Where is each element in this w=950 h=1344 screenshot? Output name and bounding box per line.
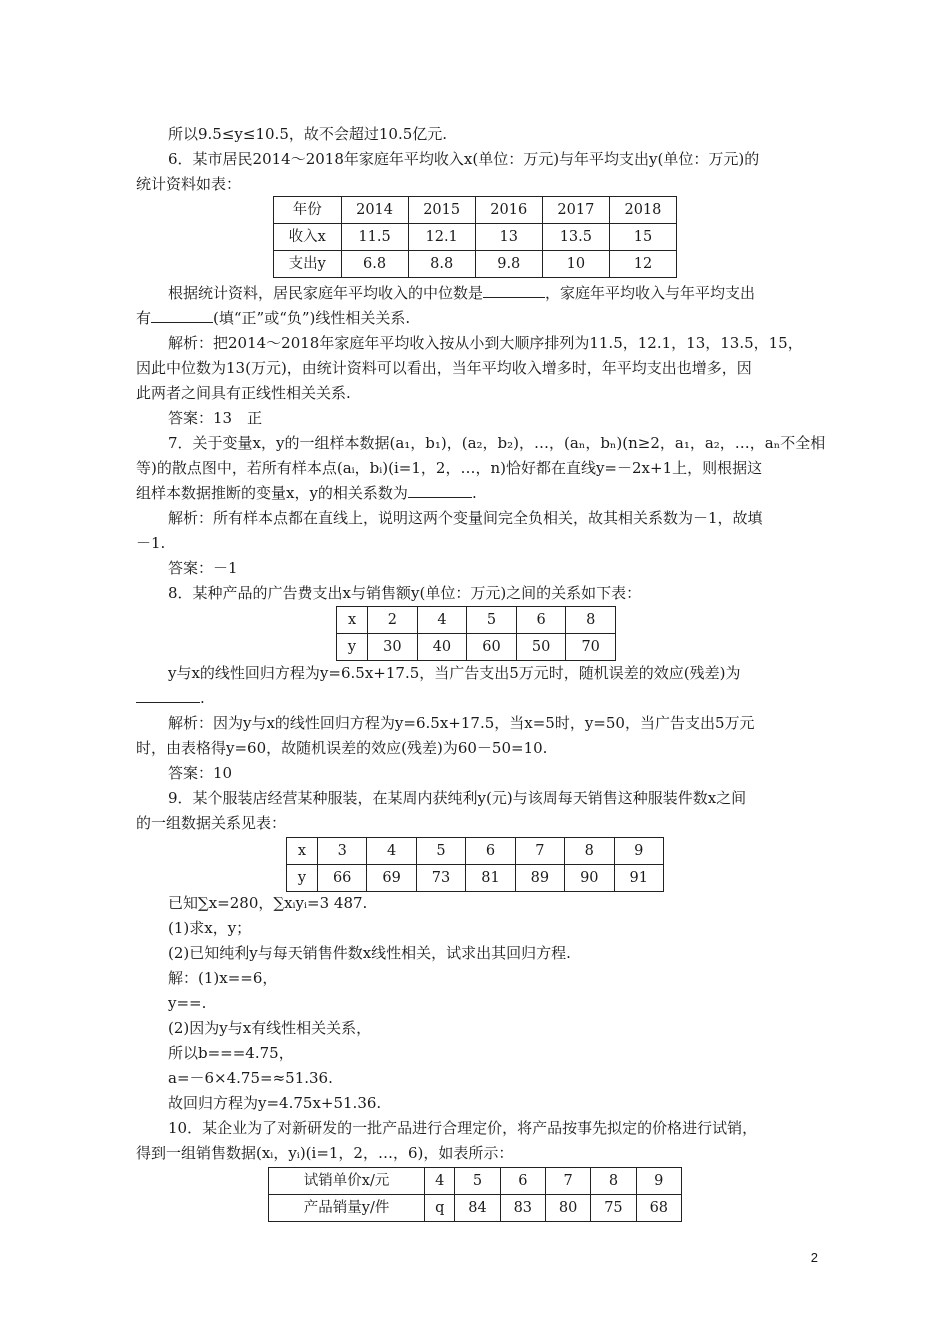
table-cell: 5 [416,838,465,865]
table-cell: 产品销量y/件 [269,1195,425,1222]
text-segment: 根据统计资料，居民家庭年平均收入的中位数是 [168,284,484,302]
question-9-line: (1)求x，y； [168,919,252,937]
question-7-line: 7．关于变量x，y的一组样本数据(a₁，b₁)，(a₂，b₂)，…，(aₙ，bₙ)(n≥2，a₁，a₂，…，aₙ不全相 [168,434,826,452]
table-row [337,607,616,634]
answer-blank [483,297,545,298]
solution-line: a=－6×4.75=≈51.36. [168,1069,333,1087]
question-6-line [168,283,755,303]
table-row [269,1195,682,1222]
table-cell: 68 [636,1195,681,1222]
table-cell: 6.8 [341,251,408,278]
text-segment: . [471,484,477,502]
analysis-line: 解析：把2014～2018年家庭年平均收入按从小到大顺序排列为11.5，12.1，13，13.5，15， [168,334,803,352]
text-line: 所以9.5≤y≤10.5，故不会超过10.5亿元. [168,125,448,143]
table-cell: 3 [317,838,366,865]
table-cell: 收入x [274,224,342,251]
table-cell: 7 [545,1168,590,1195]
question-9-line: 的一组数据关系见表： [136,814,287,832]
analysis-line: 因此中位数为13(万元)，由统计资料可以看出，当年平均收入增多时，年平均支出也增多，因 [136,359,752,377]
analysis-line: 解析：所有样本点都在直线上，说明这两个变量间完全负相关，故其相关系数为－1，故填 [168,509,763,527]
table-cell: 66 [317,865,366,892]
table-cell: 75 [591,1195,636,1222]
table-row [287,865,664,892]
solution-line: 故回归方程为y=4.75x+51.36. [168,1094,382,1112]
table-q9 [286,837,664,892]
text-segment: 组样本数据推断的变量x，y的相关系数为 [136,484,408,502]
table-cell: 9 [636,1168,681,1195]
text-segment: (填“正”或“负”)线性相关关系. [213,309,411,327]
question-7-line [136,483,477,503]
table-cell: 13.5 [542,224,609,251]
table-cell: 2018 [609,197,676,224]
table-cell: 4 [425,1168,455,1195]
table-cell: 12.1 [408,224,475,251]
table-cell: 13 [475,224,542,251]
table-cell: 6 [500,1168,545,1195]
analysis-line: －1. [136,534,166,552]
question-9-line: 9．某个服装店经营某种服装，在某周内获纯利y(元)与该周每天销售这种服装件数x之间 [168,789,747,807]
table-cell: 83 [500,1195,545,1222]
answer-line: 答案：13 正 [168,409,263,427]
table-cell: 支出y [274,251,342,278]
table-cell: 12 [609,251,676,278]
table-cell: 10 [542,251,609,278]
table-cell: 试销单价x/元 [269,1168,425,1195]
table-cell: 2017 [542,197,609,224]
table-cell: 89 [515,865,564,892]
table-q8 [336,606,616,661]
table-cell: 8 [591,1168,636,1195]
solution-line: y==. [168,994,207,1012]
analysis-line: 此两者之间具有正线性相关关系. [136,384,351,402]
table-cell: y [287,865,318,892]
table-cell: 73 [416,865,465,892]
question-9-line: (2)已知纯利y与每天销售件数x线性相关，试求出其回归方程. [168,944,571,962]
table-cell: y [337,634,368,661]
table-cell: x [337,607,368,634]
text-segment: 有 [136,309,152,327]
table-cell: 15 [609,224,676,251]
table-row [337,634,616,661]
table-q6 [273,196,677,278]
table-cell: 2014 [341,197,408,224]
table-cell: 8.8 [408,251,475,278]
table-cell: 30 [368,634,418,661]
answer-blank [408,497,472,498]
table-cell: 69 [367,865,416,892]
question-8-line: 8．某种产品的广告费支出x与销售额y(单位：万元)之间的关系如下表： [168,584,642,602]
answer-line: 答案：10 [168,764,233,782]
question-8-line [136,688,205,708]
table-cell: 84 [455,1195,500,1222]
table-cell: x [287,838,318,865]
question-10-line: 10．某企业为了对新研发的一批产品进行合理定价，将产品按事先拟定的价格进行试销， [168,1119,758,1137]
question-7-line: 等)的散点图中，若所有样本点(aᵢ，bᵢ)(i=1，2，…，n)恰好都在直线y=－2x+1上，则根据这 [136,459,763,477]
solution-line: 解：(1)x==6， [168,969,278,987]
table-cell: 81 [466,865,515,892]
table-cell: 8 [565,838,614,865]
table-cell: 9 [614,838,664,865]
text-segment: . [200,689,205,707]
table-cell: 年份 [274,197,342,224]
table-cell: 60 [467,634,517,661]
table-cell: 5 [455,1168,500,1195]
page-number: 2 [810,1250,818,1265]
table-cell: 5 [467,607,517,634]
table-cell: 40 [417,634,467,661]
text-segment: ，家庭年平均收入与年平均支出 [545,284,756,302]
table-row [287,838,664,865]
table-cell: 7 [515,838,564,865]
table-row [274,224,677,251]
solution-line: (2)因为y与x有线性相关关系， [168,1019,372,1037]
answer-line: 答案：－1 [168,559,238,577]
table-cell: 2 [368,607,418,634]
table-cell: 90 [565,865,614,892]
question-8-line: y与x的线性回归方程为y=6.5x+17.5，当广告支出5万元时，随机误差的效应(残差)为 [168,664,741,682]
table-row [274,197,677,224]
table-cell: 2015 [408,197,475,224]
analysis-line: 时，由表格得y=60，故随机误差的效应(残差)为60－50=10. [136,739,548,757]
table-cell: 2016 [475,197,542,224]
answer-blank [136,702,200,703]
answer-blank [151,322,213,323]
table-cell: q [425,1195,455,1222]
table-cell: 70 [566,634,616,661]
table-cell: 8 [566,607,616,634]
table-row [274,251,677,278]
table-cell: 4 [417,607,467,634]
question-6-line [136,308,410,328]
table-q10 [268,1167,682,1222]
table-cell: 6 [516,607,566,634]
table-cell: 4 [367,838,416,865]
table-cell: 11.5 [341,224,408,251]
table-cell: 9.8 [475,251,542,278]
question-9-line: 已知∑x=280，∑xᵢyᵢ=3 487. [168,894,368,912]
question-10-line: 得到一组销售数据(xᵢ，yᵢ)(i=1，2，…，6)，如表所示： [136,1144,514,1162]
question-6-line: 6．某市居民2014～2018年家庭年平均收入x(单位：万元)与年平均支出y(单位：万元)的 [168,150,760,168]
solution-line: 所以b===4.75， [168,1044,294,1062]
table-cell: 50 [516,634,566,661]
table-cell: 80 [545,1195,590,1222]
question-6-line: 统计资料如表： [136,175,242,193]
table-cell: 6 [466,838,515,865]
table-cell: 91 [614,865,664,892]
table-row [269,1168,682,1195]
analysis-line: 解析：因为y与x的线性回归方程为y=6.5x+17.5，当x=5时，y=50，当广告支出5万元 [168,714,755,732]
